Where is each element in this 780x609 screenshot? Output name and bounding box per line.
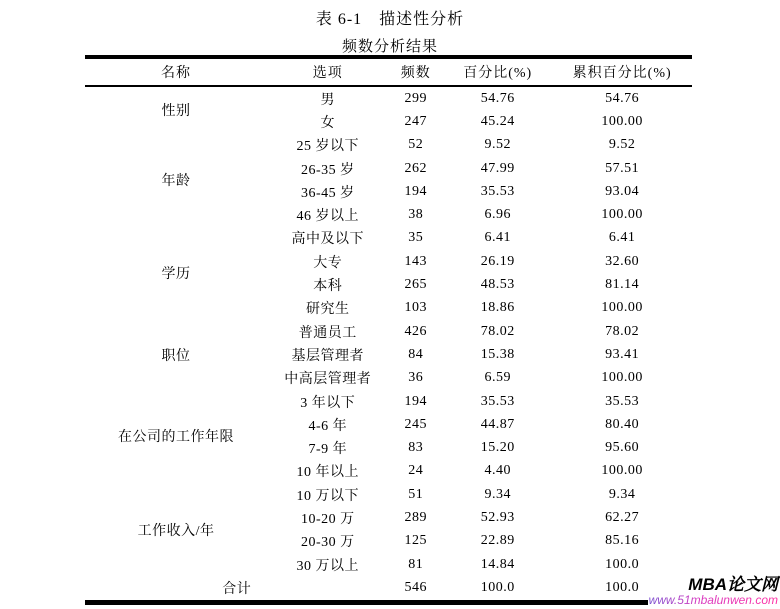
group-name-cell: 工作收入/年 <box>137 523 215 539</box>
percent-cell: 6.41 <box>484 230 511 246</box>
group-name-cell: 职位 <box>161 348 191 364</box>
frequency-cell: 247 <box>404 113 428 129</box>
percent-cell: 22.89 <box>480 533 515 549</box>
cumulative-cell: 100.0 <box>605 556 640 572</box>
header-option: 选项 <box>312 66 343 81</box>
cumulative-cell: 100.00 <box>601 370 643 386</box>
header-percent: 百分比(%) <box>463 66 533 81</box>
cumulative-cell: 9.52 <box>608 137 636 153</box>
frequency-cell: 52 <box>408 137 424 153</box>
cumulative-cell: 100.00 <box>601 463 643 479</box>
option-cell: 10 万以下 <box>296 488 360 504</box>
frequency-cell: 103 <box>404 300 428 316</box>
option-cell: 中高层管理者 <box>284 372 372 388</box>
option-cell: 4-6 年 <box>308 418 348 434</box>
frequency-cell: 36 <box>408 370 424 386</box>
group-name-cell: 在公司的工作年限 <box>118 430 235 446</box>
frequency-table <box>85 55 692 600</box>
frequency-cell: 125 <box>404 533 428 549</box>
percent-cell: 15.20 <box>480 440 515 456</box>
cumulative-cell: 93.04 <box>605 183 640 199</box>
option-cell: 26-35 岁 <box>300 162 355 178</box>
frequency-cell: 35 <box>408 230 424 246</box>
header-name: 名称 <box>161 66 192 81</box>
frequency-cell: 194 <box>404 393 428 409</box>
cumulative-cell: 100.00 <box>601 113 643 129</box>
cumulative-cell: 81.14 <box>605 277 640 293</box>
percent-cell: 9.52 <box>484 137 511 153</box>
option-cell: 普通员工 <box>298 325 357 341</box>
frequency-cell: 51 <box>408 486 424 502</box>
cumulative-cell: 32.60 <box>605 253 640 269</box>
table-header-row <box>85 57 692 86</box>
table-subtitle: 频数分析结果 <box>341 39 438 55</box>
watermark-url: www.51mbalunwen.com <box>648 592 778 607</box>
table-body <box>85 86 692 600</box>
total-label-cell: 合计 <box>222 581 252 597</box>
cumulative-cell: 6.41 <box>608 230 636 246</box>
cumulative-cell: 78.02 <box>605 323 640 339</box>
cumulative-cell: 95.60 <box>605 440 640 456</box>
table-row <box>85 134 692 157</box>
frequency-cell: 262 <box>404 160 428 176</box>
percent-cell: 18.86 <box>480 300 515 316</box>
header-frequency: 频数 <box>400 66 431 81</box>
percent-cell: 26.19 <box>480 253 515 269</box>
option-cell: 大专 <box>313 255 343 271</box>
frequency-cell: 81 <box>408 556 424 572</box>
frequency-cell: 38 <box>408 207 424 223</box>
group-name-cell: 学历 <box>161 267 191 283</box>
frequency-cell: 143 <box>404 253 428 269</box>
percent-cell: 6.96 <box>484 207 511 223</box>
option-cell: 10 年以上 <box>296 465 360 481</box>
percent-cell: 54.76 <box>480 90 515 106</box>
frequency-cell: 24 <box>408 463 424 479</box>
table-row <box>85 483 692 506</box>
page-title: 表 6-1 描述性分析 <box>315 11 465 28</box>
percent-cell: 52.93 <box>480 509 515 525</box>
option-cell: 研究生 <box>306 302 350 318</box>
frequency-cell: 299 <box>404 90 428 106</box>
percent-cell: 35.53 <box>480 183 515 199</box>
option-cell: 20-30 万 <box>300 535 355 551</box>
table-row <box>85 390 692 413</box>
frequency-cell: 265 <box>404 277 428 293</box>
table-row <box>85 227 692 250</box>
option-cell: 基层管理者 <box>291 348 365 364</box>
option-cell: 30 万以上 <box>296 558 360 574</box>
option-cell: 10-20 万 <box>300 511 355 527</box>
frequency-cell: 84 <box>408 346 424 362</box>
frequency-cell: 245 <box>404 416 428 432</box>
watermark-brand: MBA论文网 <box>688 575 778 594</box>
percent-cell: 78.02 <box>480 323 515 339</box>
option-cell: 46 岁以上 <box>296 209 360 225</box>
table-bottom-rule <box>85 600 648 605</box>
percent-cell: 45.24 <box>480 113 515 129</box>
option-cell: 男 <box>320 92 336 108</box>
frequency-cell: 194 <box>404 183 428 199</box>
option-cell: 高中及以下 <box>291 232 365 248</box>
group-name-cell: 性别 <box>161 104 191 120</box>
option-cell: 36-45 岁 <box>300 185 355 201</box>
cumulative-cell: 80.40 <box>605 416 640 432</box>
cumulative-cell: 35.53 <box>605 393 640 409</box>
option-cell: 7-9 年 <box>308 442 348 458</box>
percent-cell: 14.84 <box>480 556 515 572</box>
group-name-cell: 年龄 <box>161 174 191 190</box>
percent-cell: 9.34 <box>484 486 511 502</box>
option-cell: 本科 <box>313 279 343 295</box>
total-row <box>85 576 692 599</box>
percent-cell: 48.53 <box>480 277 515 293</box>
frequency-cell: 426 <box>404 323 428 339</box>
percent-cell: 47.99 <box>480 160 515 176</box>
watermark <box>649 576 778 606</box>
cumulative-cell: 85.16 <box>605 533 640 549</box>
option-cell: 25 岁以下 <box>296 139 360 155</box>
cumulative-cell: 9.34 <box>608 486 636 502</box>
cumulative-cell: 57.51 <box>605 160 640 176</box>
cumulative-cell: 54.76 <box>605 90 640 106</box>
total-frequency-cell: 546 <box>404 579 428 595</box>
percent-cell: 6.59 <box>484 370 511 386</box>
cumulative-cell: 100.00 <box>601 300 643 316</box>
percent-cell: 35.53 <box>480 393 515 409</box>
option-cell: 女 <box>320 115 336 131</box>
total-percent-cell: 100.0 <box>480 579 515 595</box>
total-cumulative-cell: 100.0 <box>605 579 640 595</box>
cumulative-cell: 93.41 <box>605 346 640 362</box>
percent-cell: 44.87 <box>480 416 515 432</box>
table-row <box>85 86 692 110</box>
percent-cell: 4.40 <box>484 463 511 479</box>
table-row <box>85 320 692 343</box>
option-cell: 3 年以下 <box>300 395 356 411</box>
frequency-cell: 289 <box>404 509 428 525</box>
cumulative-cell: 100.00 <box>601 207 643 223</box>
cumulative-cell: 62.27 <box>605 509 640 525</box>
header-cumulative-percent: 累积百分比(%) <box>572 66 672 81</box>
frequency-cell: 83 <box>408 440 424 456</box>
percent-cell: 15.38 <box>480 346 515 362</box>
